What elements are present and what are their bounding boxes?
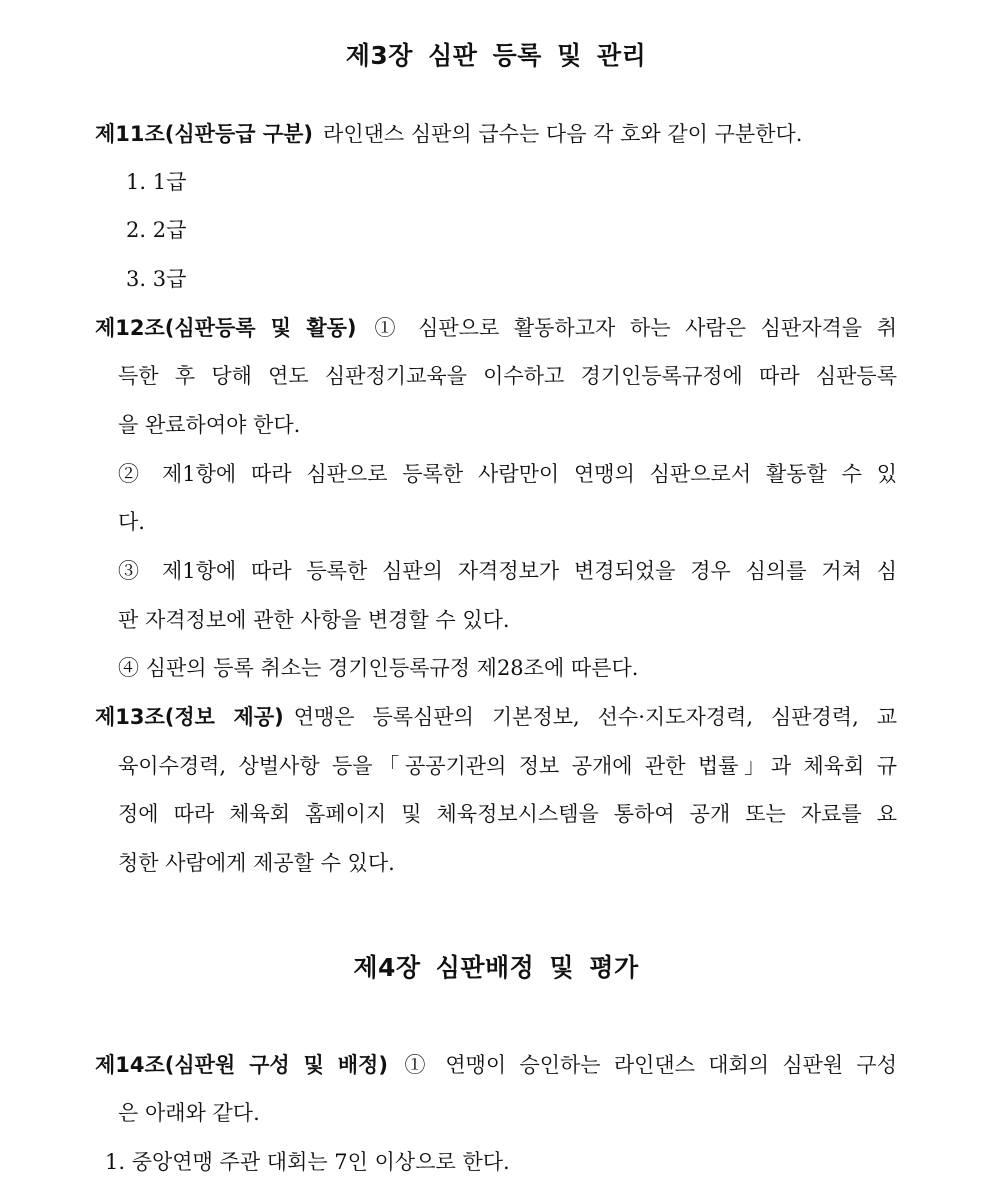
article-14-line-2: 은 아래와 같다. [118,1101,260,1125]
article-11-item-2: 2. 2급 [126,218,187,242]
article-12-line-3: 을 완료하여야 한다. [118,413,301,437]
article-13-heading: 제13조(정보 제공) [95,705,284,729]
article-11-text: 라인댄스 심판의 급수는 다음 각 호와 같이 구분한다. [323,122,803,146]
article-14-item-1: 1. 중앙연맹 주관 대회는 7인 이상으로 한다. [105,1150,510,1174]
article-12-p2-line-2: 다. [118,510,145,534]
article-11-item-1: 1. 1급 [126,170,187,194]
article-11-item-3: 3. 3급 [126,267,187,291]
article-12-line-2: 득한 후 당해 연도 심판정기교육을 이수하고 경기인등록규정에 따라 심판등록 [118,364,897,388]
article-12-p3-line-2: 판 자격정보에 관한 사항을 변경할 수 있다. [118,608,510,632]
article-12-p3-line-1: ③ 제1항에 따라 등록한 심판의 자격정보가 변경되었을 경우 심의를 거쳐 심 [118,559,897,583]
chapter-3-title: 제3장 심판 등록 및 관리 [345,41,647,70]
article-12-p2-line-1: ② 제1항에 따라 심판으로 등록한 사람만이 연맹의 심판으로서 활동할 수 있 [118,462,897,486]
article-13-text-start: 연맹은 등록심판의 기본정보, 선수·지도자경력, 심판경력, 교 [293,705,897,729]
article-11-heading: 제11조(심판등급 구분) [95,122,314,146]
article-11 [95,120,802,148]
article-12-heading: 제12조(심판등록 및 활동) [95,316,357,340]
article-12-line-1 [95,314,897,342]
article-13-line-1 [95,703,897,731]
article-12-p1-start: ① 심판으로 활동하고자 하는 사람은 심판자격을 취 [366,316,897,340]
article-14-line-1 [95,1051,897,1079]
article-14-heading: 제14조(심판원 구성 및 배정) [95,1053,388,1077]
chapter-4-title: 제4장 심판배정 및 평가 [353,953,639,982]
article-13-line-3: 정에 따라 체육회 홈페이지 및 체육정보시스템을 통하여 공개 또는 자료를 요 [118,802,897,826]
article-13-line-2: 육이수경력, 상벌사항 등을「공공기관의 정보 공개에 관한 법률」과 체육회 규 [118,754,897,778]
article-12-p4-line-1: ④ 심판의 등록 취소는 경기인등록규정 제28조에 따른다. [118,656,639,680]
article-13-line-4: 청한 사람에게 제공할 수 있다. [118,851,395,875]
article-14-p1-start: ① 연맹이 승인하는 라인댄스 대회의 심판원 구성 [397,1053,898,1077]
